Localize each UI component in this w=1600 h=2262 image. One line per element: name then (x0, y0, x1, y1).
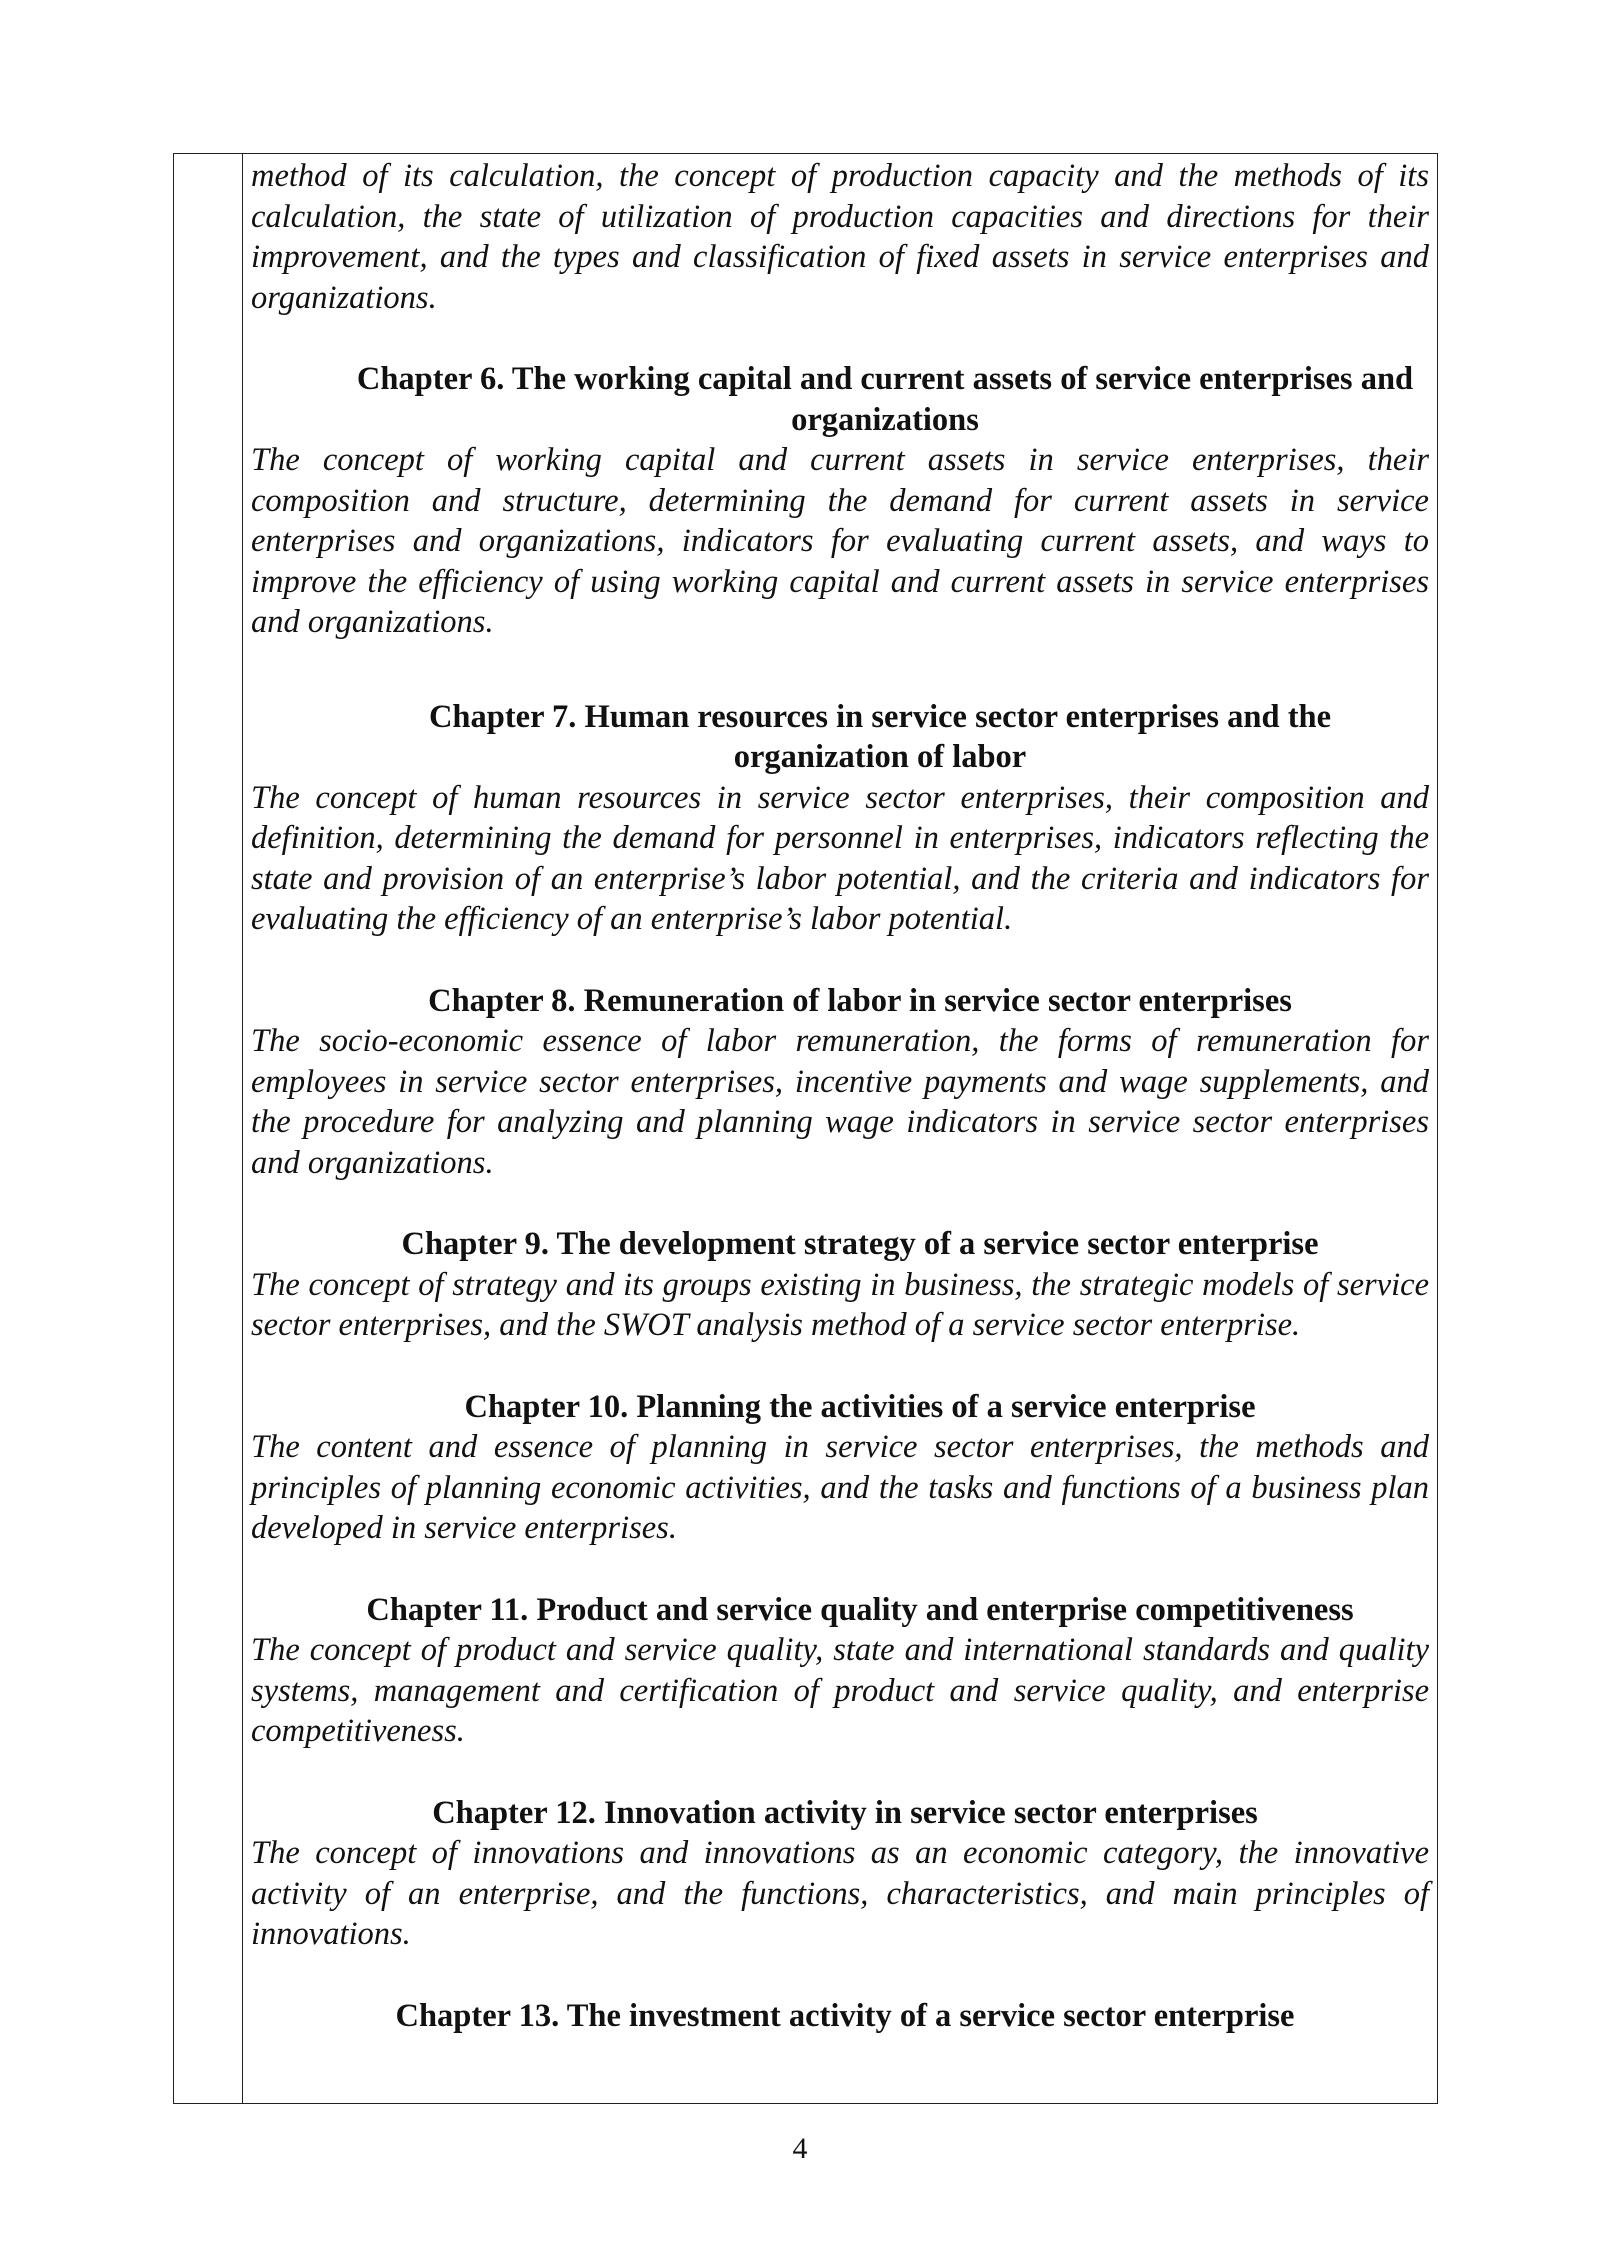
chapter-8-text: The socio-economic essence of labor remuneration, the forms of remuneration for employees in service sector enterprises, incentive payments and wage supplements, and the procedure for analyzing and planning wage indicators in service sector enterprises and organizations. (251, 1023, 1429, 1181)
syllabus-table (173, 153, 1438, 2104)
page-number: 4 (792, 2132, 808, 2165)
chapter-12-title: Chapter 12. Innovation activity in service sector enterprises (432, 1794, 1258, 1831)
chapter-13-title: Chapter 13. The investment activity of a service sector enterprise (395, 1997, 1295, 2034)
chapter-10-text: The content and essence of planning in service sector enterprises, the methods and principles of planning economic activities, and the tasks and functions of a business plan developed in service enterprises. (251, 1429, 1429, 1546)
chapter-8-title: Chapter 8. Remuneration of labor in service sector enterprises (428, 982, 1292, 1019)
chapter-9-text: The concept of strategy and its groups existing in business, the strategic models of service sector enterprises, and the SWOT analysis method of a service sector enterprise. (251, 1266, 1429, 1343)
chapter-12-text: The concept of innovations and innovations as an economic category, the innovative activity of an enterprise, and the functions, characteristics, and main principles of innovations. (251, 1835, 1429, 1952)
chapter-7-text: The concept of human resources in service sector enterprises, their composition and definition, determining the demand for personnel in enterprises, indicators reflecting the state and provision of an enterprise’s labor potential, and the criteria and indicators for evaluating the efficiency of an enterprise’s labor potential. (251, 779, 1429, 937)
chapter-7-title: Chapter 7. Human resources in service sector enterprises and the organization of labor (428, 698, 1332, 775)
chapter-6-text: The concept of working capital and current assets in service enterprises, their composition and structure, determining the demand for current assets in service enterprises and organizations, indicators for evaluating current assets, and ways to improve the efficiency of using working capital and current assets in service enterprises and organizations. (251, 442, 1429, 640)
chapter-11-text: The concept of product and service quality, state and international standards and quality systems, management and certification of product and service quality, and enterprise competitiveness. (251, 1632, 1429, 1749)
table-left-column (174, 154, 243, 2103)
table-right-column (243, 154, 1437, 2103)
intro-paragraph: method of its calculation, the concept of production capacity and the methods of its calculation, the state of utilization of production capacities and directions for their improvement, and the types and classification of fixed assets in service enterprises and organizations. (251, 158, 1429, 316)
chapter-9-title: Chapter 9. The development strategy of a service sector enterprise (401, 1226, 1319, 1262)
chapter-11-title: Chapter 11. Product and service quality and enterprise competitiveness (366, 1591, 1354, 1628)
chapter-6-title: Chapter 6. The working capital and current assets of service enterprises and organizations (356, 361, 1414, 438)
chapter-10-title: Chapter 10. Planning the activities of a service enterprise (464, 1388, 1256, 1425)
